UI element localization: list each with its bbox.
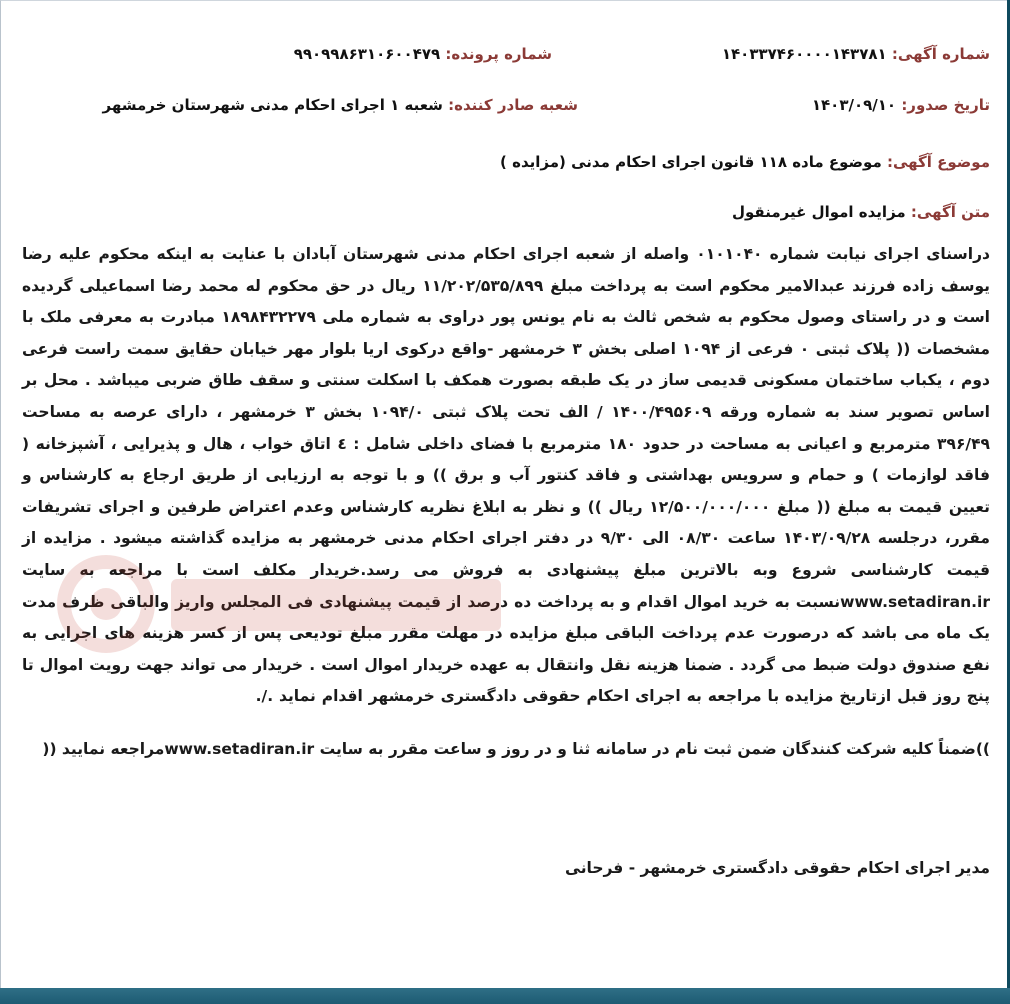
- issue-date-label: تاریخ صدور:: [901, 96, 990, 114]
- file-number-row: [294, 45, 552, 63]
- ad-text-value: مزایده اموال غیرمنقول: [732, 203, 906, 221]
- file-number-label: شماره پرونده:: [445, 45, 552, 63]
- issuing-branch-label: شعبه صادر کننده:: [448, 96, 578, 114]
- signature: مدیر اجرای احکام حقوقی دادگستری خرمشهر - فرحانی: [565, 859, 990, 877]
- ad-text-row: [732, 203, 990, 221]
- subject-label: موضوع آگهی:: [886, 153, 990, 171]
- bottom-bar: [0, 988, 1010, 1004]
- subject-row: [500, 153, 990, 171]
- announcement-number-label: شماره آگهی:: [891, 45, 990, 63]
- issuing-branch-value: شعبه ۱ اجرای احکام مدنی شهرستان خرمشهر: [102, 96, 443, 114]
- announcement-number-row: [722, 45, 990, 63]
- participants-note: ))ضمناً کلیه شرکت کنندگان ضمن ثبت نام در سامانه ثنا و در روز و ساعت مقرر به سایت www.setadiran.irمراجعه نمایید ((: [42, 740, 990, 758]
- ad-text-label: متن آگهی:: [910, 203, 990, 221]
- issuing-branch-row: [103, 96, 578, 114]
- issue-date-value: ۱۴۰۳/۰۹/۱۰: [811, 96, 897, 114]
- issue-date-row: [812, 96, 990, 114]
- file-number-value: ۹۹۰۹۹۸۶۳۱۰۶۰۰۴۷۹: [293, 45, 441, 63]
- subject-value: موضوع ماده ۱۱۸ قانون اجرای احکام مدنی (مزایده ): [500, 153, 882, 171]
- announcement-body: دراسنای اجرای نیابت شماره ۰۱۰۱۰۴۰ واصله از شعبه اجرای احکام مدنی شهرستان آبادان با عنایت به اینکه محکوم علیه رضا یوسف زاده فرزند عبدالامیر محکوم است به پرداخت مبلغ ۱۱/۲۰۲/۵۳۵/۸۹۹ ریال در حق محکوم له محمد رضا اسماعیلی گردیده است و در راستای وصول محکوم به شخص ثالث به نام یونس پور دراوی به شماره ملی ۱۸۹۸۴۳۲۲۷۹ مبادرت به معرفی ملک با مشخصات (( پلاک ثبتی ۰ فرعی از ۱۰۹۴ اصلی بخش ۳ خرمشهر -واقع درکوی اریا بلوار مهر خیابان حقایق سمت راست فرعی دوم ، یکباب ساختمان مسکونی قدیمی ساز در یک طبقه بصورت همکف با اسکلت سنتی و سقف طاق ضربی میباشد . محل بر اساس تصویر سند به شماره ورقه ۱۴۰۰/۴۹۵۶۰۹ / الف تحت پلاک ثبتی ۱۰۹۴/۰ بخش ۳ خرمشهر ، دارای عرصه به مساحت ۳۹۶/۴۹ مترمربع و اعیانی به مساحت در حدود ۱۸۰ مترمربع با فضای داخلی شامل : ٤ اتاق خواب ، هال و پذیرایی ، آشپزخانه ( فاقد لوازمات ) و حمام و سرویس بهداشتی و فاقد کنتور آب و برق )) و با توجه به ارزیابی از طریق ارجاع به کارشناس و تعیین قیمت به مبلغ (( مبلغ ۱۲/۵۰۰/۰۰۰/۰۰۰ ریال )) و نظر به ابلاغ نظریه کارشناس وعدم اعتراض طرفین و اجرای تشریفات مقرر، درجلسه ۱۴۰۳/۰۹/۲۸ ساعت ۰۸/۳۰ الی ۹/۳۰ در دفتر اجرای احکام مدنی خرمشهر به مزایده گذاشته میشود . مزایده از قیمت کارشناسی شروع وبه بالاترین مبلغ پیشنهادی به فروش می رسد.خریدار مکلف است با مراجعه به سایت www.setadiran.irنسبت به خرید اموال اقدام و به پرداخت ده درصد از قیمت پیشنهادی فی المجلس واریز والباقی ظرف مدت یک ماه می باشد که درصورت عدم پرداخت الباقی مبلغ مزایده در مهلت مقرر مبلغ تودیعی پس از کسر هزینه های اجرایی به نفع صندوق دولت ضبط می گردد . ضمنا هزینه نقل وانتقال به عهده خریدار اموال است . خریدار می تواند جهت رویت اموال تا پنج روز قبل ازتاریخ مزایده با مراجعه به اجرای احکام حقوقی دادگستری خرمشهر اقدام نماید ./.: [22, 245, 991, 706]
- announcement-number-value: ۱۴۰۳۳۷۴۶۰۰۰۰۱۴۳۷۸۱: [721, 45, 887, 63]
